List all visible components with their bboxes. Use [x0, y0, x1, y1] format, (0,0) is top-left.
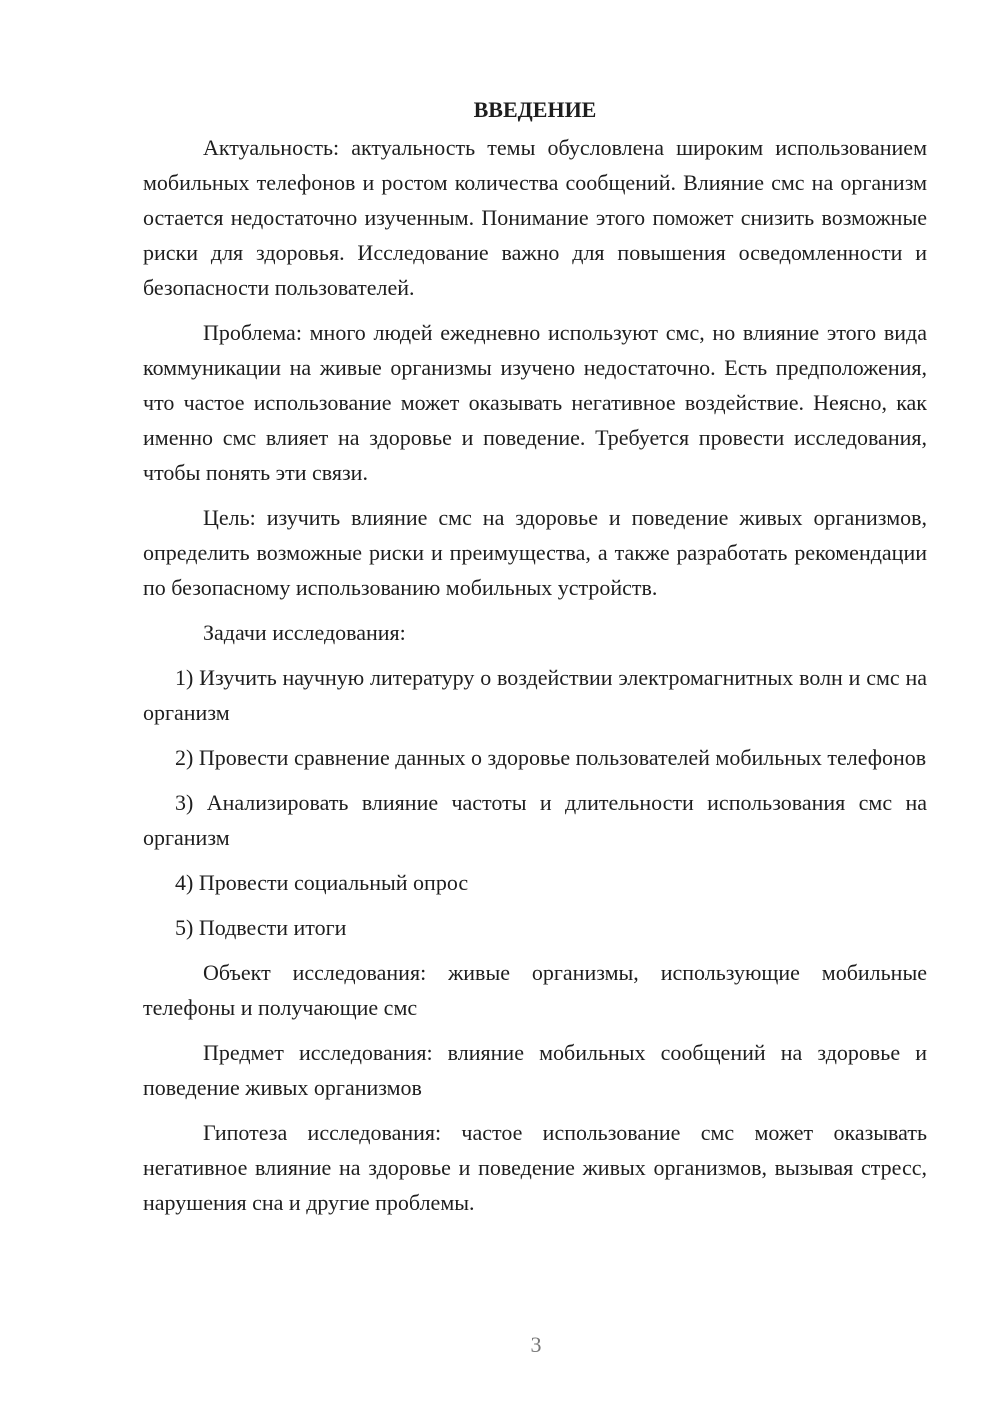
- task-item-4: 4) Провести социальный опрос: [175, 870, 469, 895]
- task-item-1: 1) Изучить научную литературу о воздействии электромагнитных волн и смс на организм: [143, 665, 927, 725]
- page-number: 3: [530, 1332, 542, 1357]
- relevance-paragraph: Актуальность: актуальность темы обусловлена широким использованием мобильных телефонов и ростом количества сообщений. Влияние смс на организм остается недостаточно изученным. Понимание этого поможет снизить возможные риски для здоровья. Исследование важно для повышения осведомленности и безопасности пользователей.: [143, 135, 927, 300]
- goal-paragraph: Цель: изучить влияние смс на здоровье и поведение живых организмов, определить возможные риски и преимущества, а также разработать рекомендации по безопасному использованию мобильных устройств.: [143, 505, 927, 600]
- hypothesis-paragraph: Гипотеза исследования: частое использование смс может оказывать негативное влияние на здоровье и поведение живых организмов, вызывая стресс, нарушения сна и другие проблемы.: [143, 1120, 927, 1215]
- page-title: ВВЕДЕНИЕ: [473, 97, 597, 122]
- task-item-2: 2) Провести сравнение данных о здоровье пользователей мобильных телефонов: [175, 745, 927, 770]
- tasks-heading: Задачи исследования:: [203, 620, 406, 645]
- task-item-5: 5) Подвести итоги: [175, 915, 347, 940]
- problem-paragraph: Проблема: много людей ежедневно используют смс, но влияние этого вида коммуникации на живые организмы изучено недостаточно. Есть предположения, что частое использование может оказывать негативное воздействие. Неясно, как именно смс влияет на здоровье и поведение. Требуется провести исследования, чтобы понять эти связи.: [143, 320, 927, 485]
- object-paragraph: Объект исследования: живые организмы, использующие мобильные телефоны и получающие смс: [143, 960, 927, 1020]
- document-body: [143, 92, 927, 1230]
- task-item-3: 3) Анализировать влияние частоты и длительности использования смс на организм: [143, 790, 927, 850]
- subject-paragraph: Предмет исследования: влияние мобильных сообщений на здоровье и поведение живых организмов: [143, 1040, 927, 1100]
